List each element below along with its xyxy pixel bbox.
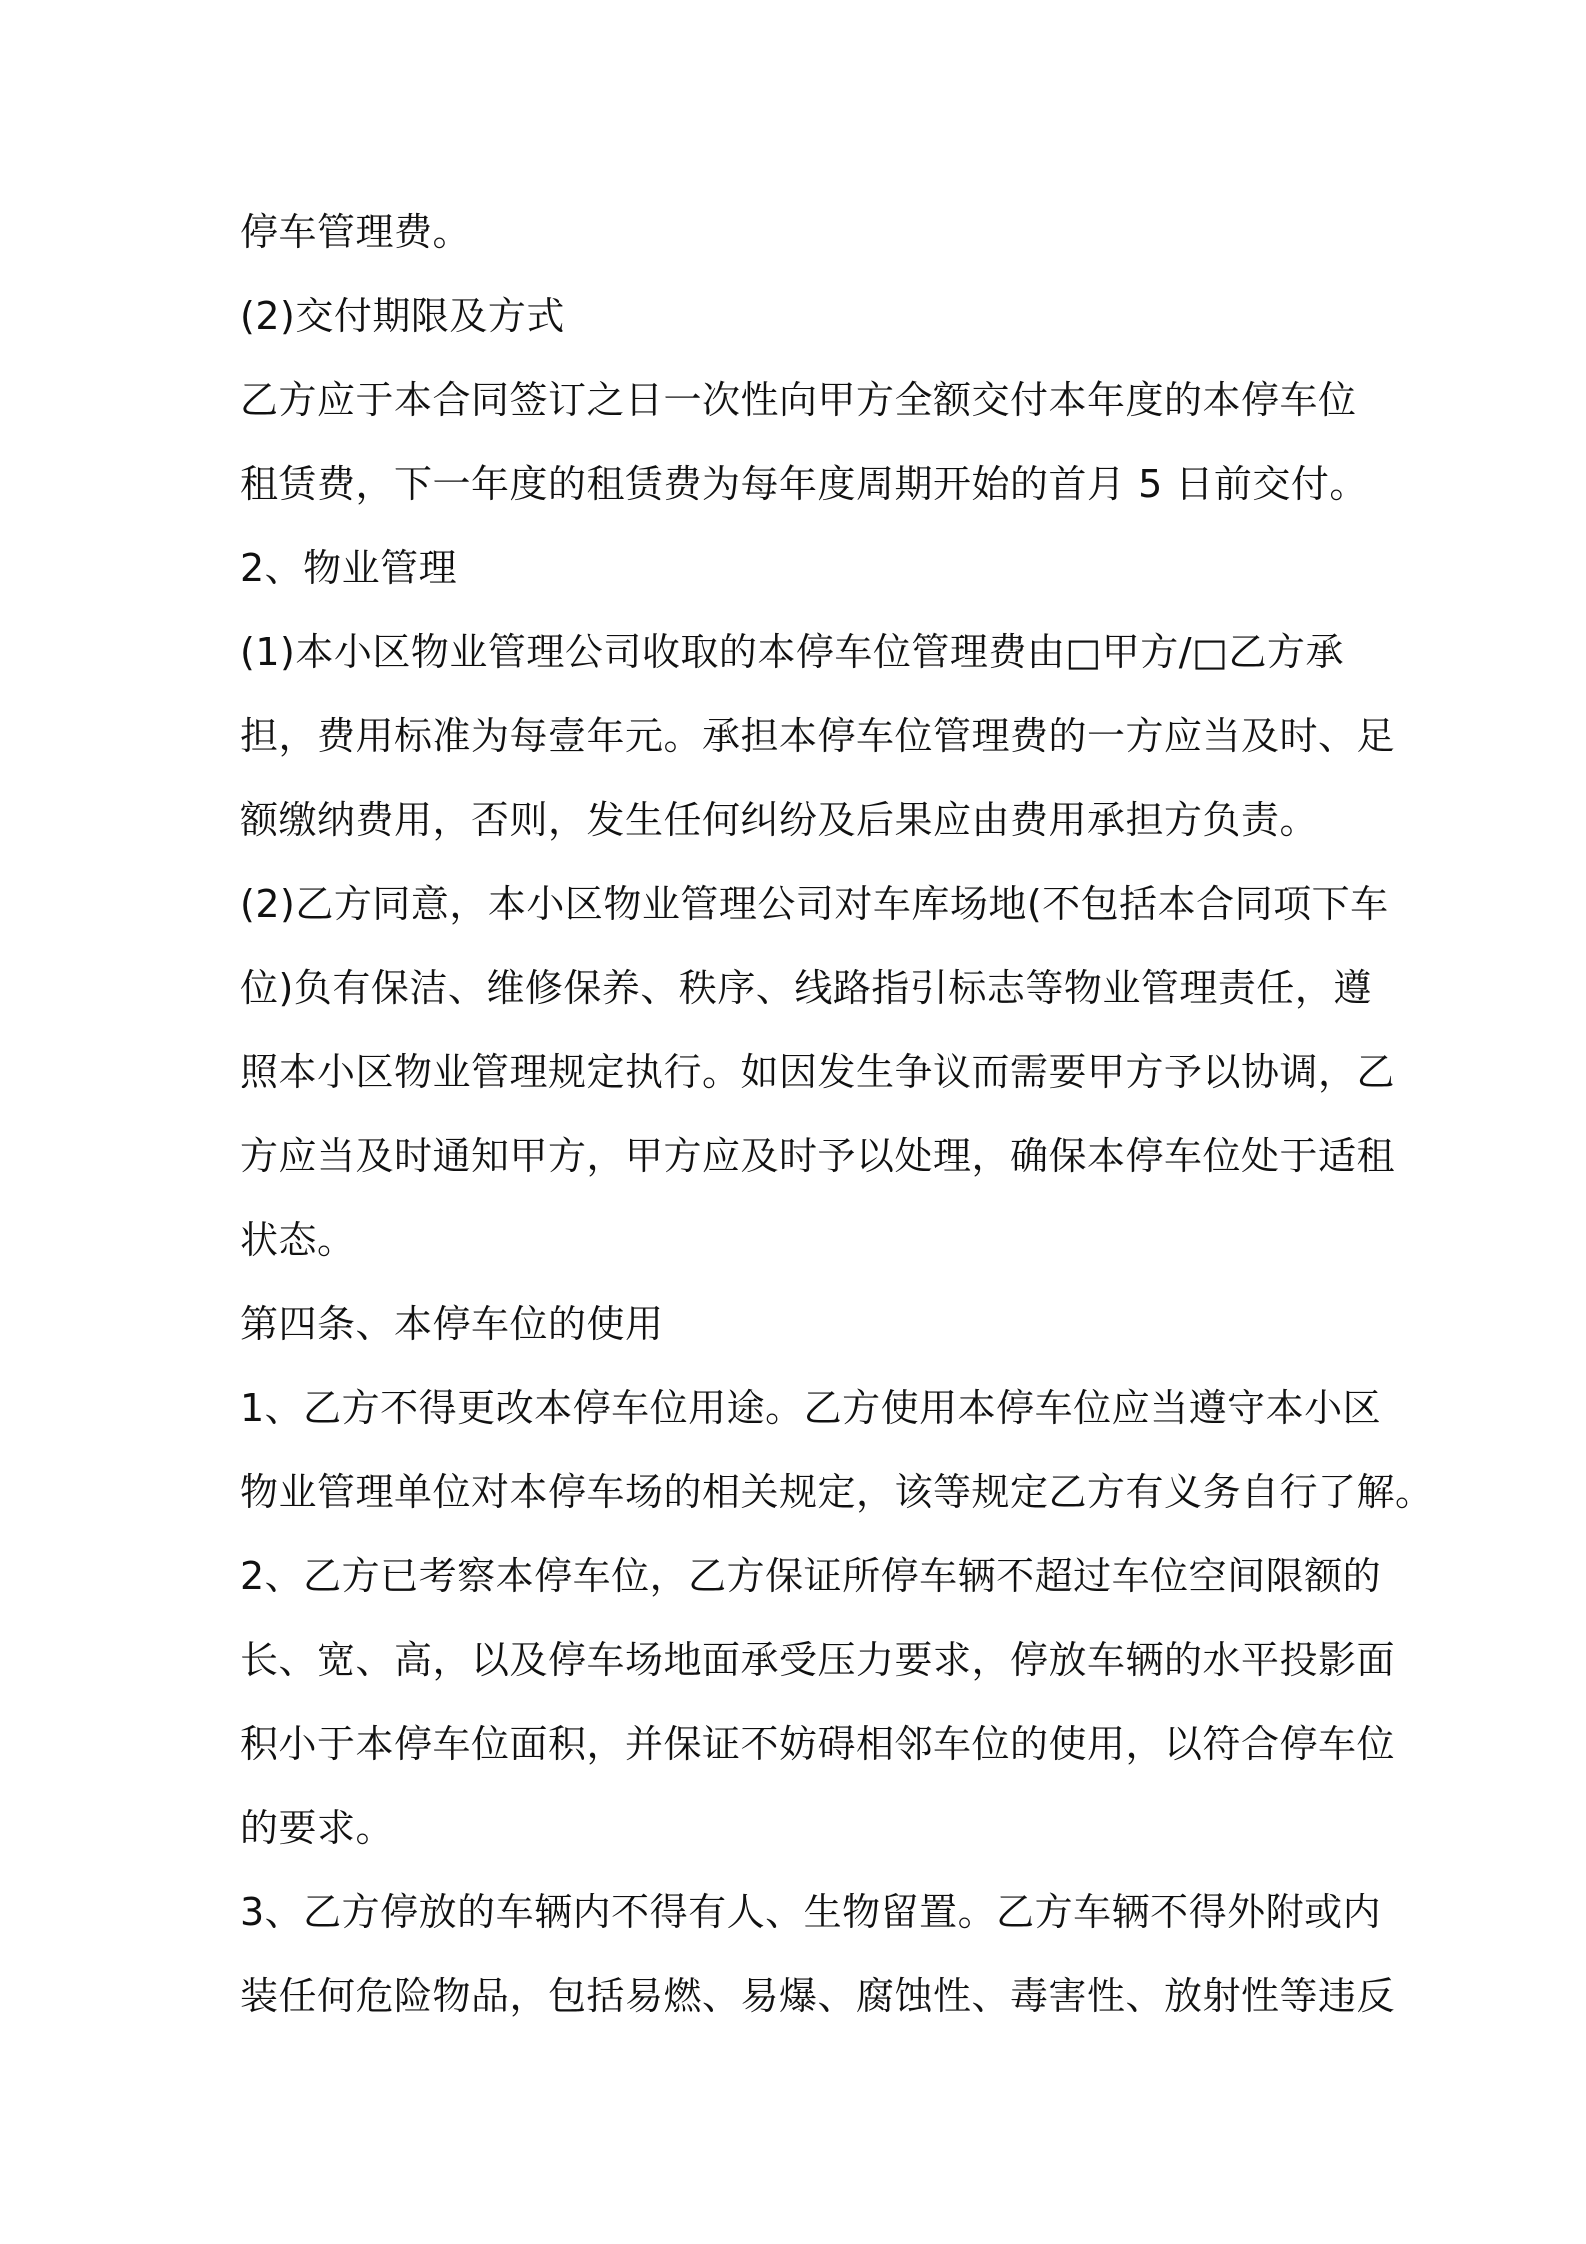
article-heading: 第四条、本停车位的使用	[240, 1302, 664, 1346]
text-line: 担，费用标准为每壹年元。承担本停车位管理费的一方应当及时、足	[240, 714, 1396, 758]
text-line: 额缴纳费用，否则，发生任何纠纷及后果应由费用承担方负责。	[240, 798, 1319, 842]
text-line: 的要求。	[240, 1806, 395, 1850]
section-heading: (2)交付期限及方式	[240, 294, 565, 338]
text-line: 方应当及时通知甲方，甲方应及时予以处理，确保本停车位处于适租	[240, 1134, 1396, 1178]
text-line: 位)负有保洁、维修保养、秩序、线路指引标志等物业管理责任，遵	[240, 966, 1372, 1010]
text-line: 租赁费，下一年度的租赁费为每年度周期开始的首月 5 日前交付。	[240, 462, 1368, 506]
text-line: 积小于本停车位面积，并保证不妨碍相邻车位的使用，以符合停车位	[240, 1722, 1396, 1766]
text-line: 长、宽、高，以及停车场地面承受压力要求，停放车辆的水平投影面	[240, 1638, 1396, 1682]
text-line: 装任何危险物品，包括易燃、易爆、腐蚀性、毒害性、放射性等违反	[240, 1974, 1396, 2018]
text-line: 停车管理费。	[240, 210, 472, 254]
text-line: 3、乙方停放的车辆内不得有人、生物留置。乙方车辆不得外附或内	[240, 1890, 1382, 1934]
text-line: 乙方应于本合同签订之日一次性向甲方全额交付本年度的本停车位	[240, 378, 1357, 422]
text-line: 1、乙方不得更改本停车位用途。乙方使用本停车位应当遵守本小区	[240, 1386, 1382, 1430]
text-line: 照本小区物业管理规定执行。如因发生争议而需要甲方予以协调，乙	[240, 1050, 1396, 1094]
text-line: (2)乙方同意，本小区物业管理公司对车库场地(不包括本合同项下车	[240, 882, 1389, 926]
text-line: (1)本小区物业管理公司收取的本停车位管理费由□甲方/□乙方承	[240, 630, 1344, 674]
text-line: 2、乙方已考察本停车位，乙方保证所停车辆不超过车位空间限额的	[240, 1554, 1382, 1598]
document-page	[240, 190, 1434, 2038]
section-heading: 2、物业管理	[240, 546, 458, 590]
text-line: 状态。	[240, 1218, 356, 1262]
text-line: 物业管理单位对本停车场的相关规定，该等规定乙方有义务自行了解。	[240, 1470, 1434, 1514]
